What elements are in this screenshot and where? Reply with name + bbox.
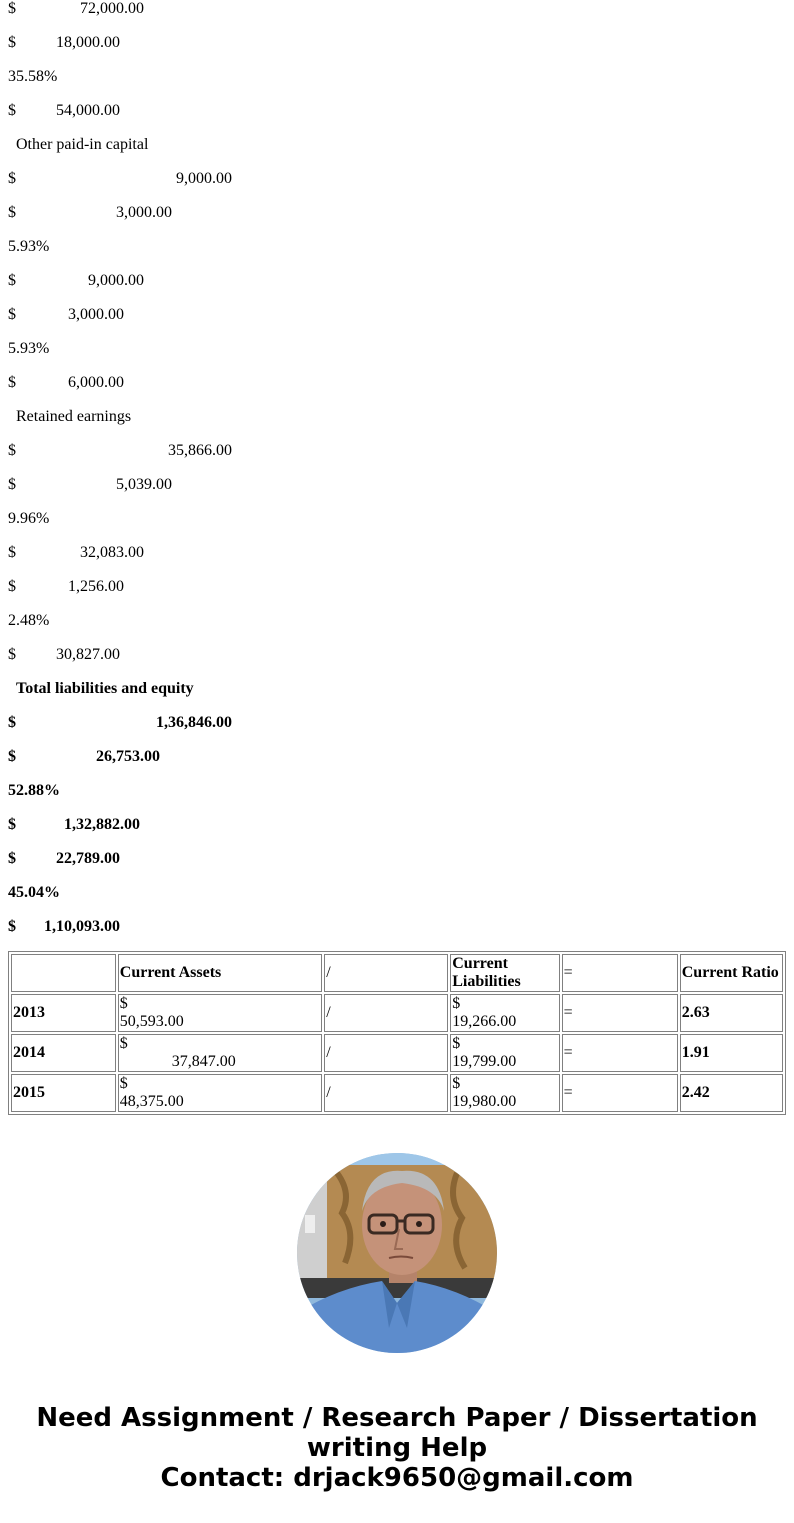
opic-value-2: $ 3,000.00 [8,204,172,221]
liabilities-value: 19,799.00 [452,1053,517,1070]
row-current-liabilities [450,1074,559,1112]
re-value-5: $ 30,827.00 [8,646,120,663]
header-year [11,954,116,992]
opic-value-4: $ 3,000.00 [8,306,124,323]
table-row [11,1034,783,1072]
tle-value-1: $ 1,36,846.00 [8,714,232,731]
re-value-2: $ 5,039.00 [8,476,172,493]
table-row [11,1074,783,1112]
header-equals: = [562,954,678,992]
header-current-ratio: Current Ratio [680,954,783,992]
row-divide: / [324,1034,448,1072]
re-value-3: $ 32,083.00 [8,544,144,561]
row-year: 2014 [11,1034,116,1072]
promo-banner [0,1403,794,1493]
table-header-row [11,954,783,992]
retained-earnings-label: Retained earnings [16,408,132,425]
header-divide: / [324,954,448,992]
row-divide: / [324,994,448,1032]
row-current-assets [118,1074,323,1112]
row-divide: / [324,1074,448,1112]
opic-value-3: $ 9,000.00 [8,272,144,289]
tle-value-3: $ 1,32,882.00 [8,816,140,833]
currency-sign: $ [452,1035,461,1052]
row-current-assets [118,1034,323,1072]
row-current-ratio: 2.63 [680,994,783,1032]
re-percent-2: 2.48% [8,612,50,629]
currency-sign: $ [452,995,461,1012]
assets-value: 48,375.00 [119,1093,184,1110]
table-row [11,994,783,1032]
currency-sign: $ [452,1075,461,1092]
currency-sign: $ [119,995,128,1012]
re-value-4: $ 1,256.00 [8,578,124,595]
promo-contact-line: Contact: drjack9650@gmail.com [160,1463,634,1493]
total-liabilities-equity-label: Total liabilities and equity [16,680,194,697]
row-current-assets [118,994,323,1032]
row-equals: = [562,994,678,1032]
current-ratio-table [8,951,786,1115]
tle-value-4: $ 22,789.00 [8,850,120,867]
re-percent-1: 9.96% [8,510,50,527]
opic-value-5: $ 6,000.00 [8,374,124,391]
row-current-ratio: 2.42 [680,1074,783,1112]
currency-sign: $ [119,1035,128,1052]
common-stock-value-1: $ 72,000.00 [8,0,144,17]
other-paid-in-capital-label: Other paid-in capital [16,136,149,153]
tle-value-5: $ 1,10,093.00 [8,918,120,935]
liabilities-value: 19,266.00 [452,1013,517,1030]
row-current-liabilities [450,994,559,1032]
promo-line-2: writing Help [306,1433,488,1463]
author-avatar [297,1153,497,1353]
author-portrait-photo-icon [297,1153,497,1353]
opic-value-1: $ 9,000.00 [8,170,232,187]
common-stock-value-3: $ 54,000.00 [8,102,120,119]
row-equals: = [562,1074,678,1112]
opic-percent-2: 5.93% [8,340,50,357]
row-year: 2015 [11,1074,116,1112]
opic-percent-1: 5.93% [8,238,50,255]
common-stock-value-2: $ 18,000.00 [8,34,120,51]
row-year: 2013 [11,994,116,1032]
common-stock-percent: 35.58% [8,68,58,85]
re-value-1: $ 35,866.00 [8,442,232,459]
tle-percent-1: 52.88% [8,782,60,799]
header-current-assets: Current Assets [118,954,323,992]
promo-line-1: Need Assignment / Research Paper / Dissertation [36,1403,758,1433]
currency-sign: $ [119,1075,128,1092]
row-equals: = [562,1034,678,1072]
assets-value: 37,847.00 [119,1053,236,1070]
header-current-liabilities: Current Liabilities [450,954,559,992]
tle-value-2: $ 26,753.00 [8,748,160,765]
assets-value: 50,593.00 [119,1013,184,1030]
tle-percent-2: 45.04% [8,884,60,901]
liabilities-value: 19,980.00 [452,1093,517,1110]
row-current-liabilities [450,1034,559,1072]
row-current-ratio: 1.91 [680,1034,783,1072]
